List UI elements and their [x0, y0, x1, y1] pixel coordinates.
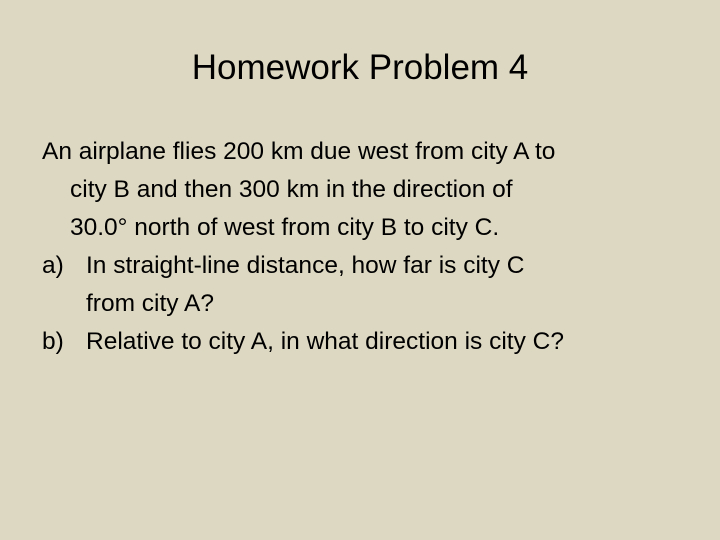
intro-line-3: 30.0° north of west from city B to city C. [70, 214, 500, 241]
slide-title: Homework Problem 4 [191, 48, 529, 87]
question-a-line-2: from city A? [86, 290, 214, 317]
question-a-line-1: In straight-line distance, how far is city C [86, 252, 525, 279]
question-a-marker: a) [42, 252, 64, 279]
intro-line-1: An airplane flies 200 km due west from city A to [42, 138, 556, 165]
question-b-marker: b) [42, 328, 64, 355]
question-b-line-1: Relative to city A, in what direction is city C? [86, 328, 564, 355]
intro-line-2: city B and then 300 km in the direction of [70, 176, 513, 203]
